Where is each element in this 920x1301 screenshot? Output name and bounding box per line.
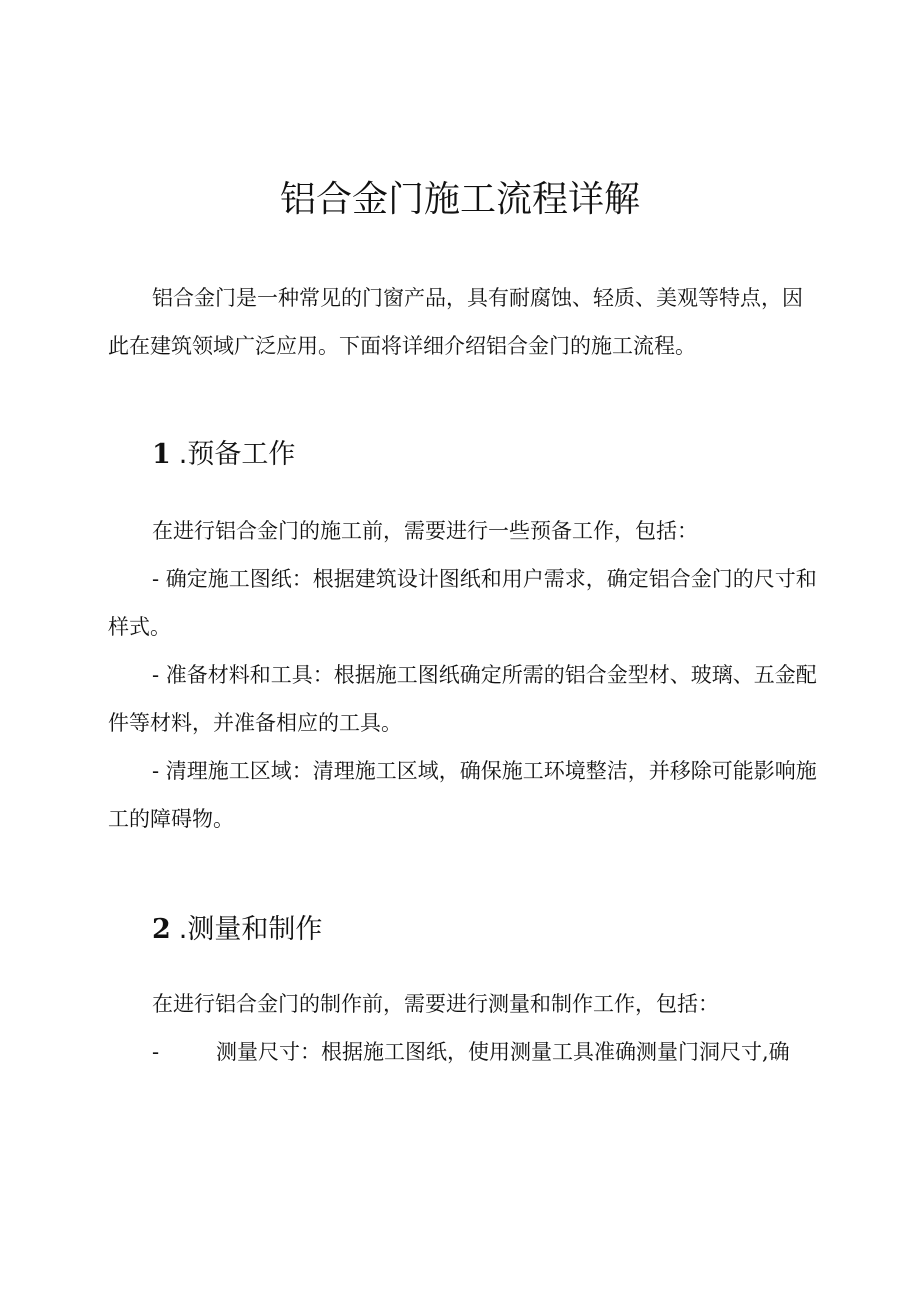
section-1-title: .预备工作 [178, 439, 296, 470]
section-2-lead: 在进行铝合金门的制作前，需要进行测量和制作工作，包括： [152, 992, 719, 1016]
section-2-item-1-dash: - [152, 1040, 160, 1064]
section-1-item-2: - 准备材料和工具：根据施工图纸确定所需的铝合金型材、玻璃、五金配件等材料，并准备相应的工具。 [108, 663, 817, 735]
section-1-lead: 在进行铝合金门的施工前，需要进行一些预备工作，包括： [152, 519, 698, 543]
section-2-item-1 [152, 1028, 790, 1076]
section-1-item-3: - 清理施工区域：清理施工区域，确保施工环境整洁，并移除可能影响施工的障碍物。 [108, 759, 817, 831]
section-1-number: 1 [152, 439, 171, 470]
section-2-number: 2 [152, 914, 171, 945]
section-2-title: .测量和制作 [178, 914, 323, 945]
section-2-heading [152, 910, 322, 950]
intro-paragraph: 铝合金门是一种常见的门窗产品，具有耐腐蚀、轻质、美观等特点，因此在建筑领域广泛应用。下面将详细介绍铝合金门的施工流程。 [108, 286, 803, 358]
section-1-heading [152, 435, 295, 475]
document-title: 铝合金门施工流程详解 [279, 179, 640, 220]
section-1-item-1: - 确定施工图纸：根据建筑设计图纸和用户需求，确定铝合金门的尺寸和样式。 [108, 567, 817, 639]
section-2-item-1-text: 测量尺寸：根据施工图纸，使用测量工具准确测量门洞尺寸,确 [216, 1040, 790, 1064]
